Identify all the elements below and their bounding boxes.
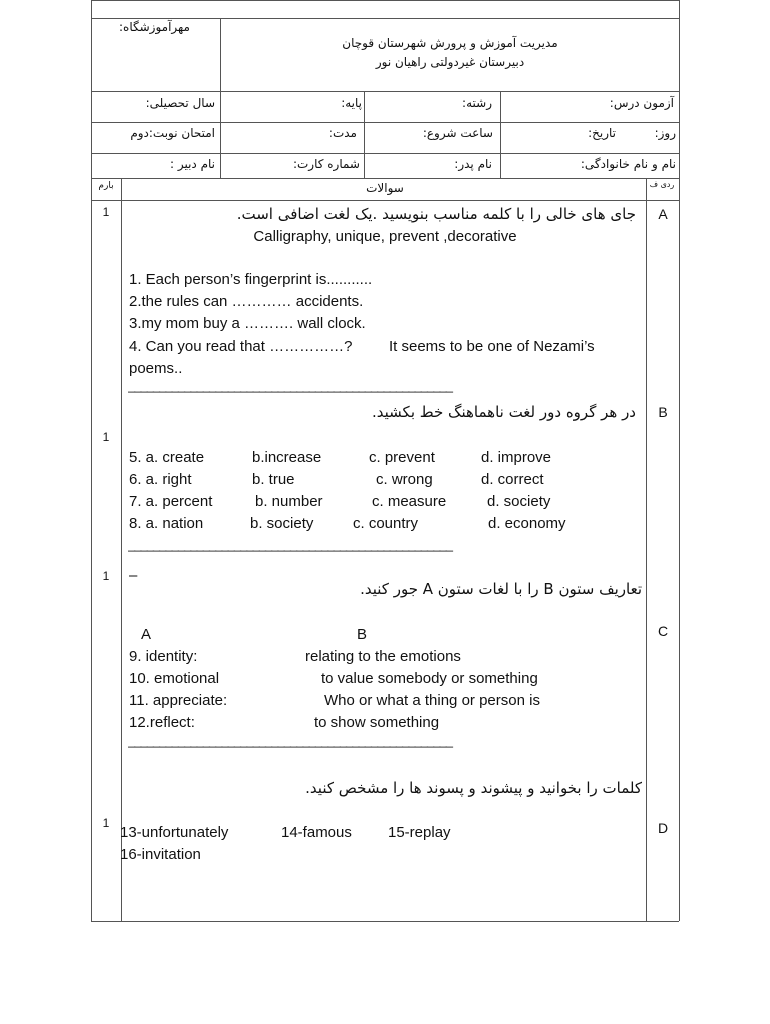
word-15: 15-replay xyxy=(388,824,451,841)
match-term-11: 11. appreciate: xyxy=(129,692,228,709)
match-term-10: 10. emotional xyxy=(129,670,220,687)
option-8b: b. society xyxy=(250,515,314,532)
option-5c: c. prevent xyxy=(369,449,435,466)
option-8a: 8. a. nation xyxy=(129,515,204,532)
option-7c: c. measure xyxy=(372,493,447,510)
question-3: 3.my mom buy a ………. wall clock. xyxy=(129,315,366,332)
option-6b: b. true xyxy=(252,471,295,488)
section-letter-b: B xyxy=(658,404,668,420)
questions-column-header: سوالات xyxy=(366,181,404,195)
match-definition-2: to value somebody or something xyxy=(321,670,538,687)
match-definition-3: Who or what a thing or person is xyxy=(324,692,540,709)
school-name: دبیرستان غیردولتی راهیان نور xyxy=(375,55,525,69)
option-5a: 5. a. create xyxy=(129,449,205,466)
section-letter-c: C xyxy=(657,623,669,639)
exam-subject-label: آزمون درس: xyxy=(609,96,674,110)
grade-label: پایه: xyxy=(341,96,362,110)
section-c-lead-dash: – xyxy=(129,567,138,584)
row-column-header: ردی ف xyxy=(649,180,675,189)
section-a-word-bank: Calligraphy, unique, prevent ,decorative xyxy=(253,228,517,245)
school-seal-label: مهرآموزشگاه: xyxy=(118,20,190,34)
father-name-label: نام پدر: xyxy=(454,157,492,171)
word-13: 13-unfortunately xyxy=(120,824,229,841)
teacher-name-label: نام دبیر : xyxy=(169,157,215,171)
section-d-score: 1 xyxy=(102,816,110,830)
start-time-label: ساعت شروع: xyxy=(422,126,493,140)
option-7b: b. number xyxy=(255,493,323,510)
match-term-9: 9. identity: xyxy=(129,648,198,665)
option-5d: d. improve xyxy=(481,449,552,466)
score-column-header: بارم xyxy=(98,181,114,191)
option-6a: 6. a. right xyxy=(129,471,192,488)
date-label: تاریخ: xyxy=(588,126,616,140)
separator-line: ____________________________________________________ xyxy=(128,733,452,748)
word-16: 16-invitation xyxy=(120,846,201,863)
column-a-heading: A xyxy=(141,626,152,643)
section-b-instruction: در هر گروه دور لغت ناهماهنگ خط بکشید. xyxy=(372,403,636,421)
exam-turn-label: امتحان نوبت:دوم xyxy=(130,126,215,140)
section-c-instruction: تعاریف ستون B را با لغات ستون A جور کنید. xyxy=(360,580,642,598)
duration-label: مدت: xyxy=(328,126,357,140)
match-definition-1: relating to the emotions xyxy=(305,648,461,665)
question-4-context: It seems to be one of Nezami’s xyxy=(389,338,595,355)
section-a-score: 1 xyxy=(102,205,110,219)
section-letter-d: D xyxy=(657,820,669,836)
question-2: 2.the rules can ………… accidents. xyxy=(129,293,364,310)
section-c-score: 1 xyxy=(102,569,110,583)
card-number-label: شماره کارت: xyxy=(292,157,360,171)
org-name: مدیریت آموزش و پرورش شهرستان قوچان xyxy=(342,36,558,50)
day-label: روز: xyxy=(654,126,676,140)
option-6d: d. correct xyxy=(481,471,544,488)
field-label: رشته: xyxy=(462,96,492,110)
option-8c: c. country xyxy=(353,515,419,532)
section-d-instruction: کلمات را بخوانید و پیشوند و پسوند ها را مشخص کنید. xyxy=(305,779,642,797)
section-letter-a: A xyxy=(658,206,668,222)
student-name-label: نام و نام خانوادگی: xyxy=(580,157,676,171)
option-7a: 7. a. percent xyxy=(129,493,213,510)
question-4-continuation: poems.. xyxy=(129,360,183,377)
section-a-instruction: جای های خالی را با کلمه مناسب بنویسید .یک لغت اضافی است. xyxy=(236,205,636,223)
match-term-12: 12.reflect: xyxy=(129,714,195,731)
option-5b: b.increase xyxy=(252,449,322,466)
section-b-score: 1 xyxy=(102,430,110,444)
separator-line: ____________________________________________________ xyxy=(128,537,452,552)
question-1: 1. Each person’s fingerprint is........... xyxy=(129,271,373,288)
option-6c: c. wrong xyxy=(376,471,433,488)
question-4: 4. Can you read that ……………? xyxy=(129,338,353,355)
word-14: 14-famous xyxy=(281,824,352,841)
separator-line: ____________________________________________________ xyxy=(128,378,452,393)
academic-year-label: سال تحصیلی: xyxy=(145,96,215,110)
match-definition-4: to show something xyxy=(314,714,440,731)
column-b-heading: B xyxy=(357,626,368,643)
option-7d: d. society xyxy=(487,493,551,510)
option-8d: d. economy xyxy=(488,515,566,532)
